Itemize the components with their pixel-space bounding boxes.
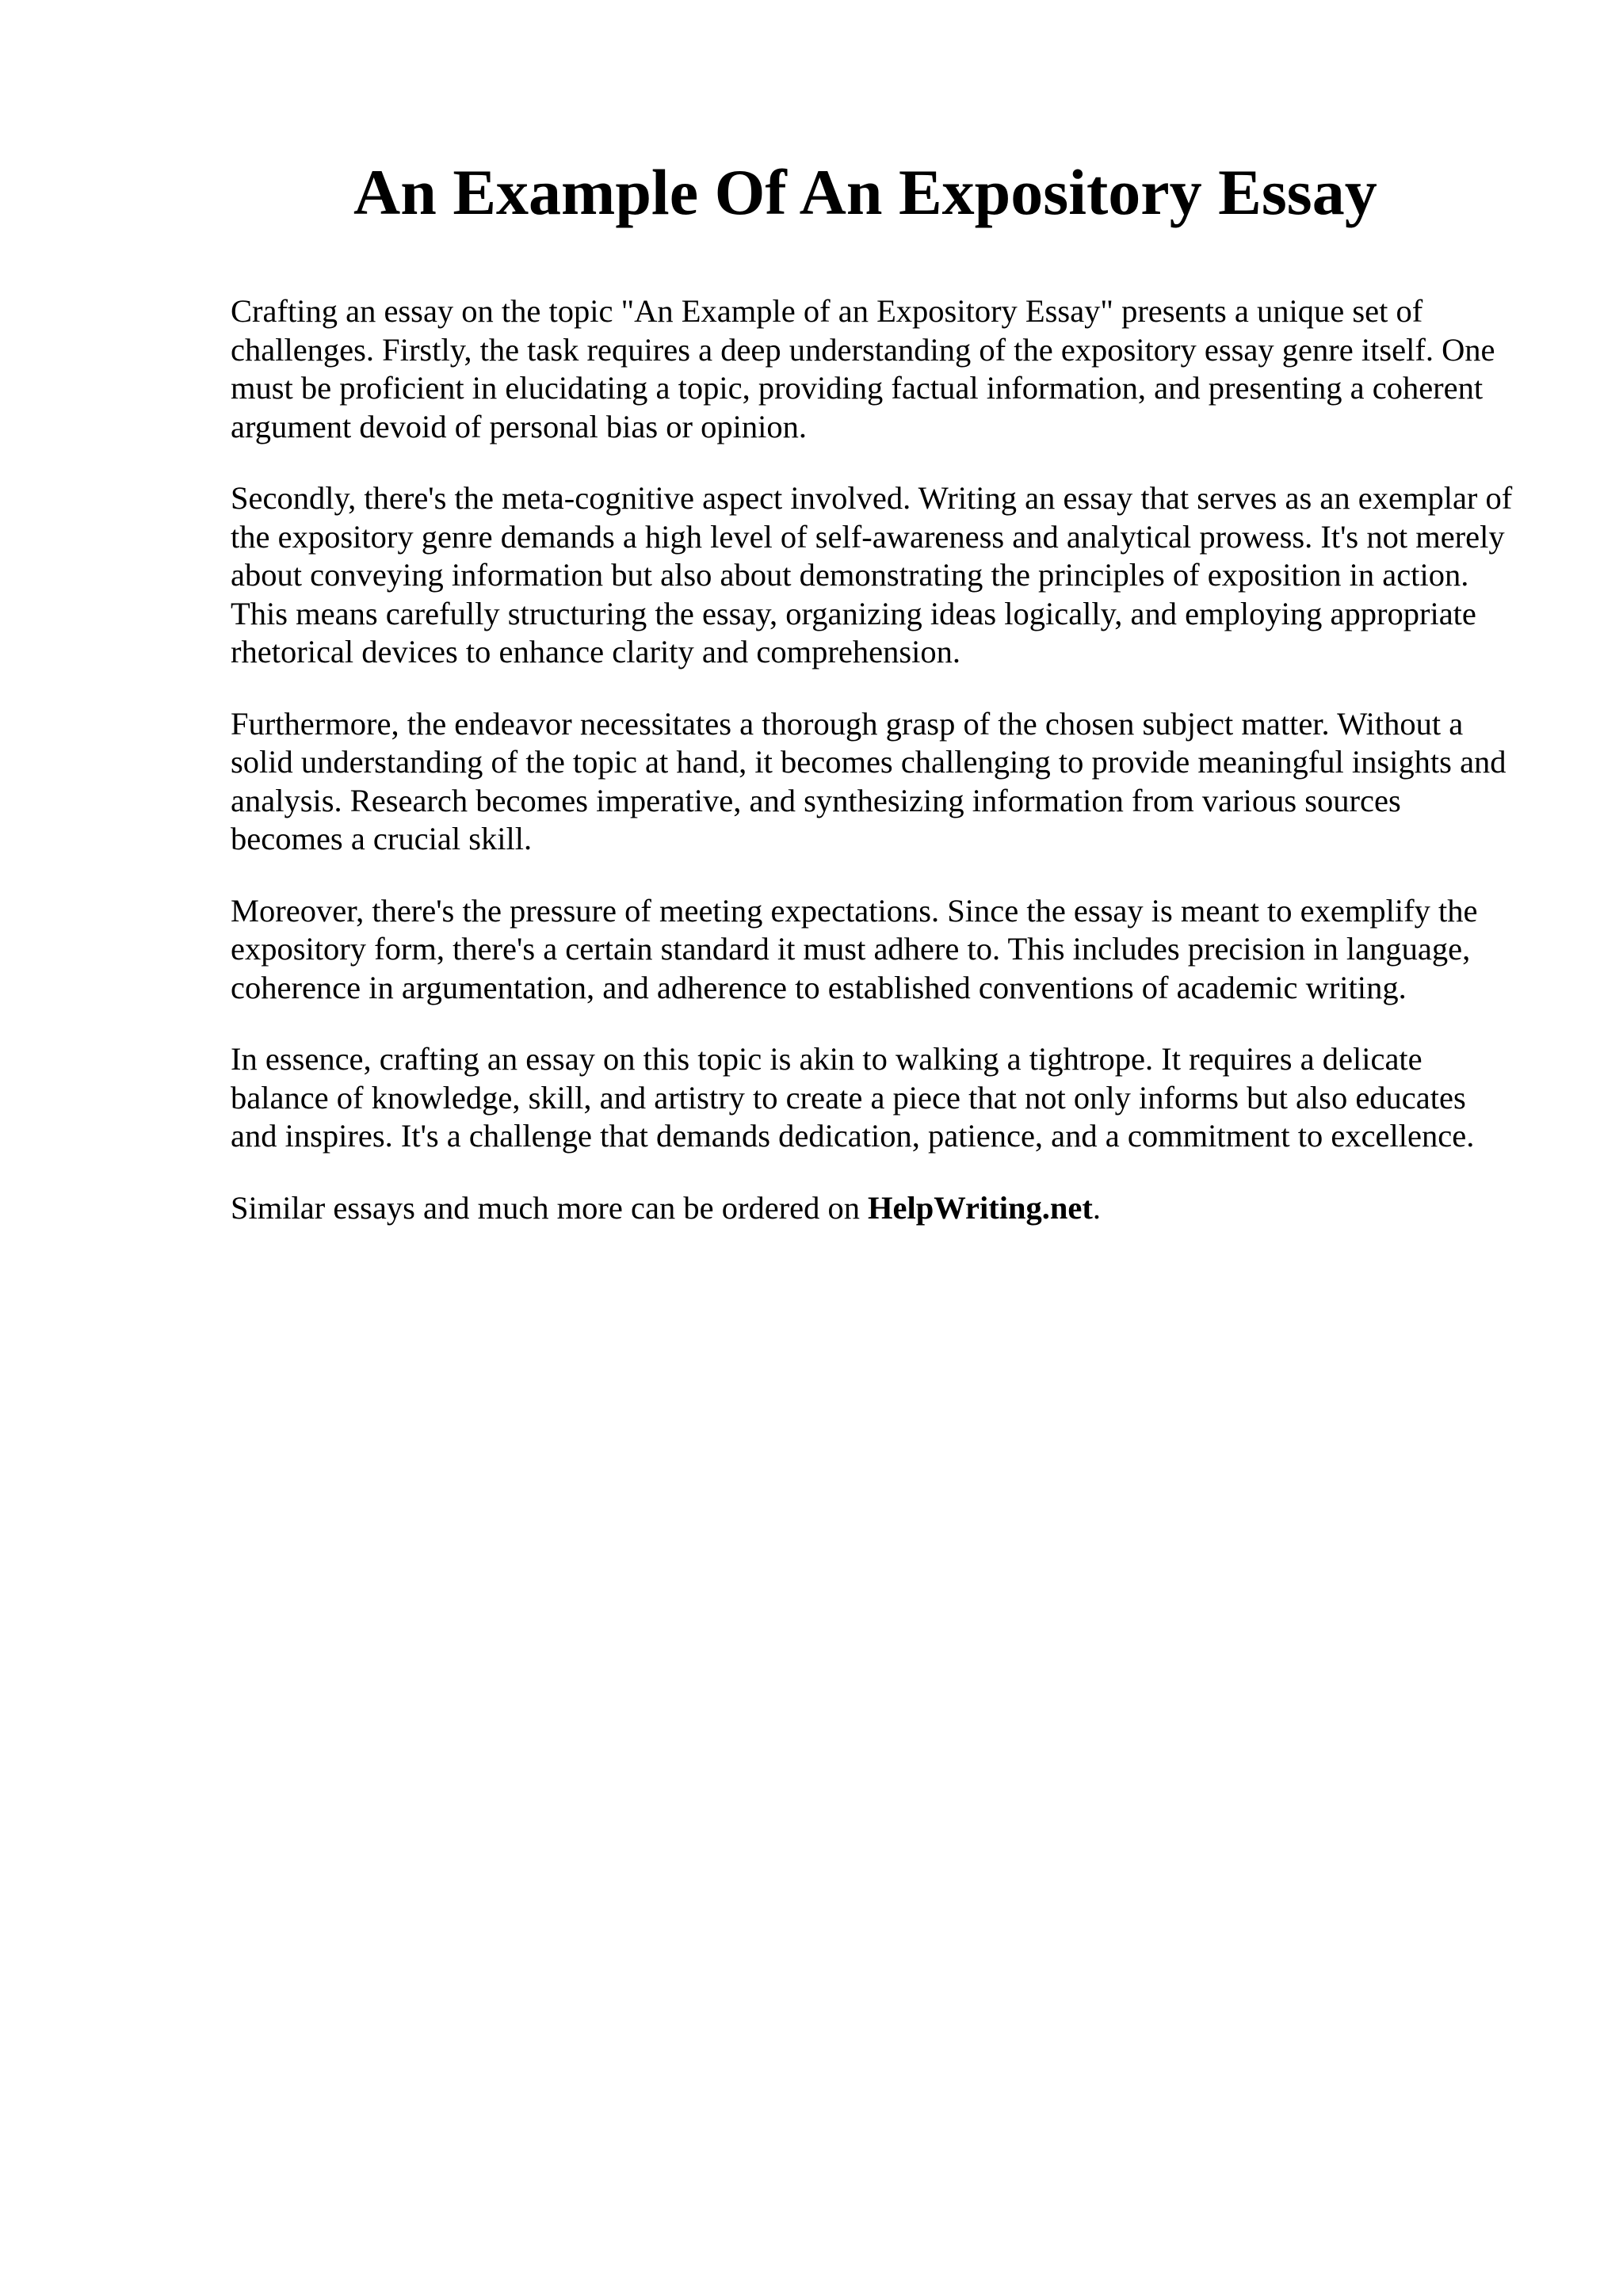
footer-end: .: [1092, 1189, 1102, 1226]
document-title: An Example Of An Expository Essay: [353, 156, 1377, 228]
footer-line: [231, 1189, 1514, 1228]
document-body: [231, 292, 1514, 1227]
paragraph-4: Moreover, there's the pressure of meeting expectations. Since the essay is meant to exemplify the expository form, there's a certain standard it must adhere to. This includes precision in language, coherence in argumentation, and adherence to established conventions of academic writing.: [231, 892, 1478, 1005]
paragraph-5: In essence, crafting an essay on this topic is akin to walking a tightrope. It requires a delicate balance of knowledge, skill, and artistry to create a piece that not only informs but also educates and inspires. It's a challenge that demands dedication, patience, and a commitment to excellence.: [231, 1041, 1475, 1154]
footer-text: Similar essays and much more can be ordered on: [231, 1189, 861, 1226]
brand-link[interactable]: HelpWriting.net: [868, 1189, 1093, 1226]
paragraph-1: Crafting an essay on the topic "An Example of an Expository Essay" presents a unique set of challenges. Firstly, the task requires a deep understanding of the expository essay genre itself. One must be proficient in elucidating a topic, providing factual information, and presenting a coherent argument devoid of personal bias or opinion.: [231, 293, 1495, 444]
paragraph-3: Furthermore, the endeavor necessitates a thorough grasp of the chosen subject matter. Without a solid understanding of the topic at hand, it becomes challenging to provide meaningful insights and analysis. Research becomes imperative, and synthesizing information from various sources becomes a crucial skill.: [231, 705, 1507, 856]
paragraph-2: Secondly, there's the meta-cognitive aspect involved. Writing an essay that serves as an exemplar of the expository genre demands a high level of self-awareness and analytical prowess. It's not merely about conveying information but also about demonstrating the principles of exposition in action. This means carefully structuring the essay, organizing ideas logically, and employing appropriate rhetorical devices to enhance clarity and comprehension.: [231, 480, 1513, 669]
